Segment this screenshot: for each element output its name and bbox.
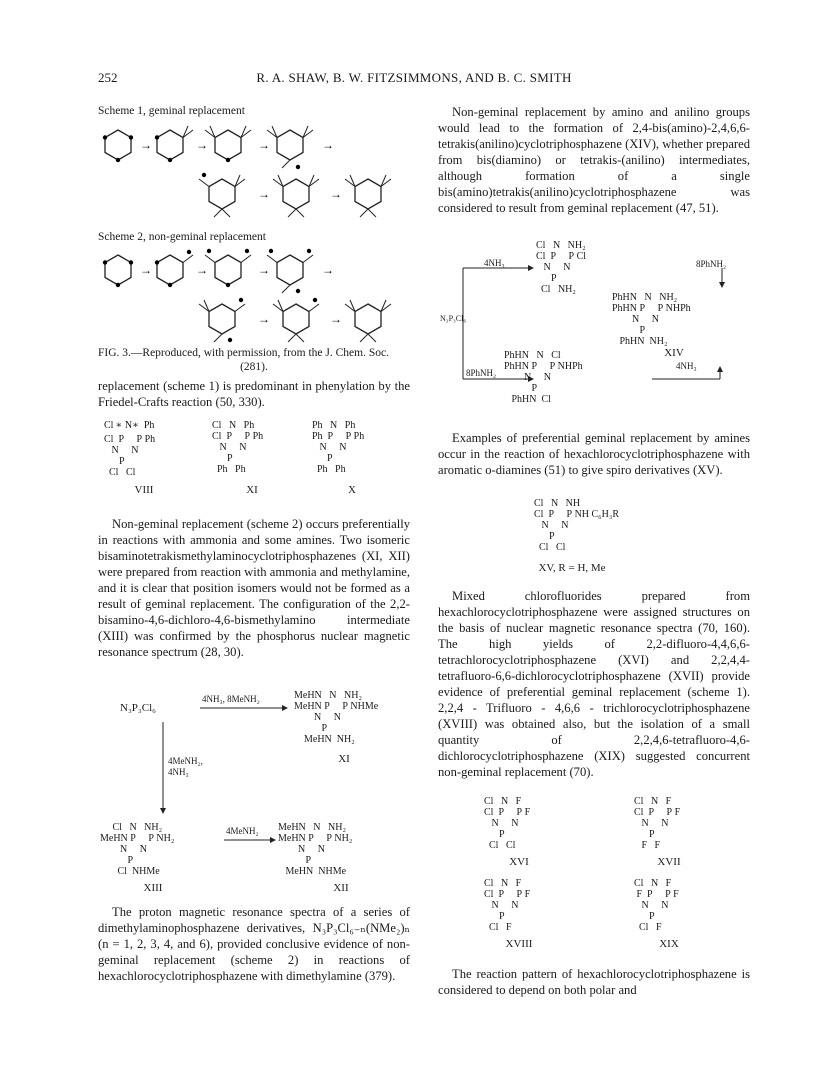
left-paragraph-3: The proton magnetic resonance spectra of a series of dimethylaminophosphazene derivatives, N₃P₃Cl₆₋ₙ(NMe₂)ₙ (n = 1, 2, 3, 4, and 6), provided conclusive evidence of non-geminal replacement (scheme 2) in reactions of hexachlorocyclotriphosphazene with dimethylamine (379).: [98, 905, 410, 983]
scheme2-label: Scheme 2, non-geminal replacement: [98, 231, 266, 243]
reagent-r1: 4NH₃: [484, 258, 505, 268]
structure-xv: Cl N NH Cl P P NH C₆H₃R N N P Cl Cl: [534, 498, 620, 553]
structure-x: Ph N Ph Ph P P Ph N N P Ph Ph: [312, 420, 365, 475]
figure-caption-line1: FIG. 3.—Reproduced, with permission, from the J. Chem. Soc.: [98, 347, 389, 359]
structure-xiv: PhHN N NH₂ PhHN P P NHPh N N P PhHN NH₂: [612, 292, 691, 347]
right-paragraph-3: Mixed chlorofluorides prepared from hexachlorocyclotriphosphazene were assigned structures on the basis of nuclear magnetic resonance spectra (70, 160). The high yields of 2,2-difluoro-4,4,6,6-tetrachlorocyclotriphosphazene (XVI) and 2,2,4,4-tetrafluoro-6,6-dichlorocyclotriphosphazene (XVII) provide evidence of preferential geminal replacement (scheme 1). 2,2,4 - Trifluoro - 4,6,6 - trichlorocyclotriphosphazene (XVIII) was obtained also, but the isolation of a small quantity of 2,2,4,6-tetrafluoro-4,6-dichlorocyclotriphosphazene (XIX) suggested concurrent non-geminal replacement (70).: [438, 589, 750, 779]
scheme2-ring-3: [205, 249, 251, 287]
scheme1-ring-2: [155, 126, 193, 162]
svg-text:→: →: [196, 263, 208, 277]
right-paragraph-4: The reaction pattern of hexachlorocyclotriphosphazene is considered to depend on both polar and: [438, 967, 750, 997]
svg-text:→: →: [140, 138, 152, 152]
right-paragraph-2: Examples of preferential geminal replacement by amines occur in the reaction of hexachlorocyclotriphosphazene with aromatic o-diamines (51) to give spiro derivatives (XV).: [438, 431, 750, 477]
left-paragraph-2: Non-geminal replacement (scheme 2) occurs preferentially in reactions with ammonia and some amines. Two isomeric bisaminotetrakismethylaminocyclotriphosphazenes (XI, XII) were prepared from reaction with ammonia and methylamine, and it is clear that position isomers would not be formed as a result of geminal replacement. The configuration of the 2,2-bisamino-4,6-dichloro-4,6-bismethylamino intermediate (XIII) was confirmed by the phosphorus nuclear magnetic resonance spectrum (28, 30).: [98, 517, 410, 659]
scheme1-ring-6: [273, 175, 319, 217]
label-xii: XII: [333, 882, 349, 894]
svg-text:→: →: [322, 138, 334, 152]
label-xiv: XIV: [664, 347, 684, 359]
page-number: 252: [98, 70, 118, 85]
reagent-1: 4NH₃, 8MeNH₂: [202, 694, 260, 704]
structure-viii: Cl ∗ N∗ Ph Cl P P Ph N N P Cl Cl: [104, 420, 156, 478]
structure-intermediate-1: Cl N NH₂ Cl P P Cl N N P Cl NH₂: [536, 240, 587, 295]
scheme2-ring-6: [273, 298, 319, 342]
scheme1-ring-4: [267, 126, 313, 169]
svg-text:→: →: [258, 263, 270, 277]
label-viii: VIII: [134, 484, 154, 496]
start-compound: N₃P₃Cl₆: [120, 702, 156, 714]
label-xv: XV, R = H, Me: [538, 562, 606, 574]
structure-xii: MeHN N NH₂ MeHN P P NH₂ N N P MeHN NHMe: [278, 822, 353, 877]
label-xi: XI: [338, 753, 350, 765]
label-xix: XIX: [659, 938, 679, 950]
reagent-r3: N₃P₃Cl₆: [440, 314, 467, 323]
structure-xviii: Cl N F Cl P P F N N P Cl F: [484, 878, 531, 933]
label-xi-ph: XI: [246, 484, 258, 496]
svg-text:→: →: [258, 187, 270, 201]
svg-text:→: →: [258, 138, 270, 152]
scheme1-ring-1: [103, 130, 133, 162]
label-x: X: [348, 484, 356, 496]
left-paragraph-1: replacement (scheme 1) is predominant in phenylation by the Friedel-Crafts reaction (50, 330).: [98, 379, 410, 409]
right-paragraph-1: Non-geminal replacement by amino and anilino groups would lead to the formation of 2,4-bis(amino)-2,4,6,6-tetrakis(anilino)cyclotriphosphazene (XIV), whether prepared from bis(diamino) or tetrakis-(anilino) intermediates, although formation of a single bis(amino)tetrakis(anilino)cyclotriphosphazene was considered to result from geminal replacement (47, 51).: [438, 105, 750, 215]
scheme2-ring-2: [155, 250, 193, 287]
figure-caption-line2: (281).: [240, 361, 268, 373]
structure-xix: Cl N F F P P F N N P Cl F: [634, 878, 679, 933]
reagent-2b: 4NH₃: [168, 767, 189, 777]
svg-text:→: →: [330, 187, 342, 201]
scheme2-ring-5: [199, 298, 245, 342]
label-xvii: XVII: [657, 856, 681, 868]
scheme1-ring-5: [199, 173, 245, 217]
reagent-r2: 8PhNH₂: [696, 259, 727, 269]
scheme1-ring-3: [205, 126, 251, 162]
svg-text:→: →: [322, 263, 334, 277]
structure-intermediate-2: PhHN N Cl PhHN P P NHPh N N P PhHN Cl: [504, 350, 583, 405]
scheme2-ring-1: [103, 255, 133, 287]
reagent-2: 4MeNH₂,: [168, 756, 203, 766]
structure-xi: MeHN N NH₂ MeHN P P NHMe N N P MeHN NH₂: [294, 690, 379, 745]
structure-xiii: Cl N NH₂ MeHN P P NH₂ N N P Cl NHMe: [100, 822, 175, 877]
scheme2-ring-4: [267, 249, 313, 293]
reagent-r4: 8PhNH₂: [466, 368, 497, 378]
structure-xvi: Cl N F Cl P P F N N P Cl Cl: [484, 796, 531, 851]
structure-xi-ph: Cl N Ph Cl P P Ph N N P Ph Ph: [212, 420, 264, 475]
label-xvi: XVI: [509, 856, 529, 868]
label-xiii: XIII: [143, 882, 163, 894]
running-authors: R. A. SHAW, B. W. FITZSIMMONS, AND B. C. SMITH: [256, 70, 572, 85]
scheme1-label: Scheme 1, geminal replacement: [98, 105, 245, 117]
reagent-r5: 4NH₃: [676, 361, 697, 371]
scheme2-ring-7: [345, 300, 391, 342]
structure-xvii: Cl N F Cl P P F N N P F F: [634, 796, 681, 851]
svg-text:→: →: [196, 138, 208, 152]
figure-caption: [98, 346, 410, 374]
svg-text:→: →: [258, 312, 270, 326]
scheme1-ring-7: [345, 175, 391, 217]
svg-text:→: →: [140, 263, 152, 277]
svg-text:→: →: [330, 312, 342, 326]
label-xviii: XVIII: [505, 938, 533, 950]
reagent-3: 4MeNH₂: [226, 826, 259, 836]
